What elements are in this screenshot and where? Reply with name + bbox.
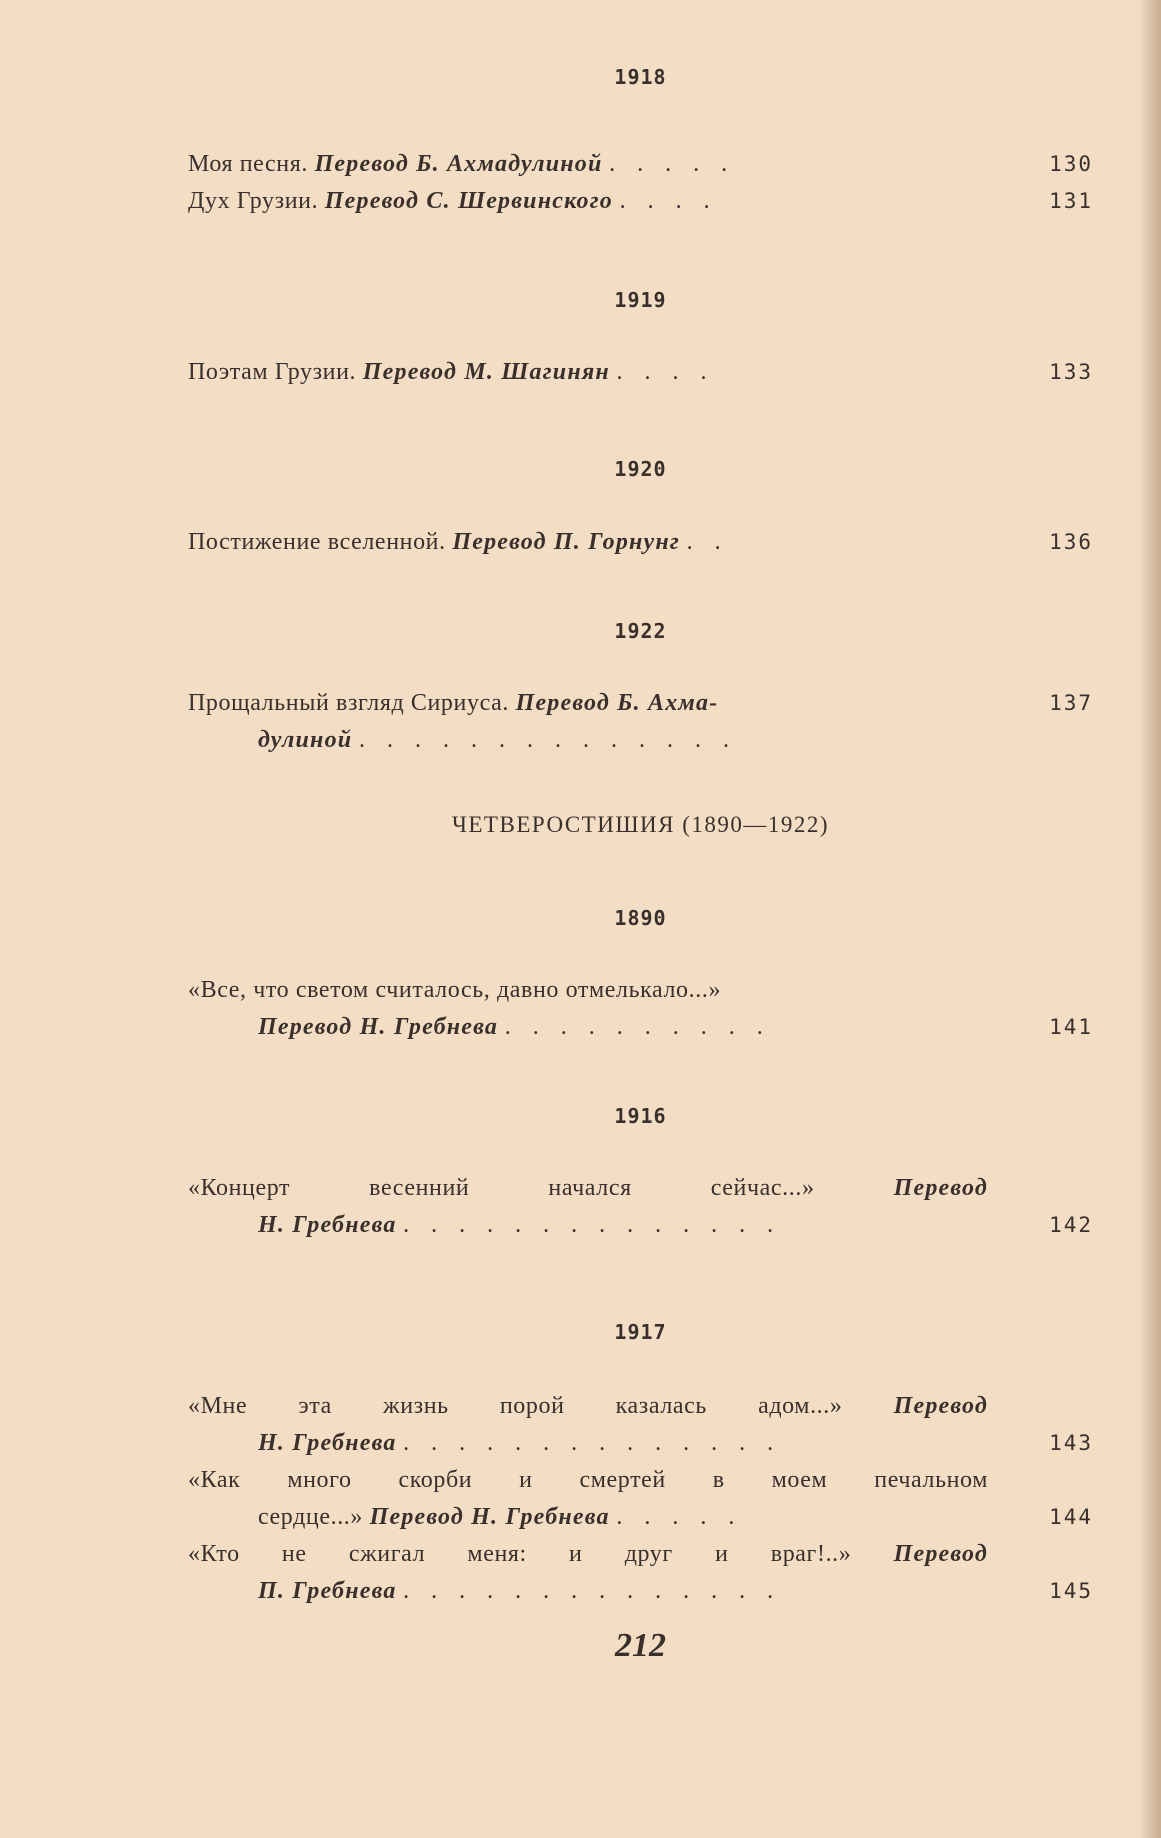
entry-translator: Н. Гребнева [258, 1430, 397, 1456]
entry-translator: Перевод Н. Гребнева [369, 1504, 610, 1530]
entry-leader: . . . . . [609, 151, 736, 177]
entry-title: «Как много скорби и смертей в моем печальном [188, 1467, 988, 1493]
toc-entry-continuation [188, 1499, 1093, 1535]
entry-page-number: 145 [1049, 1579, 1093, 1603]
entry-title: Прощальный взгляд Сириуса. [188, 690, 509, 716]
toc-entry-continuation [188, 1009, 1093, 1045]
entry-title: Постижение вселенной. [188, 529, 446, 555]
entry-text [188, 183, 998, 219]
entry-text [258, 1499, 998, 1535]
entry-translator: П. Гребнева [258, 1578, 397, 1604]
year-heading: 1917 [614, 1320, 667, 1344]
entry-text [258, 1207, 998, 1243]
entry-translator: Перевод [893, 1393, 988, 1419]
entry-leader: . . . . . . . . . . . . . . [403, 1578, 782, 1604]
toc-entry-continuation [188, 1573, 1093, 1609]
entry-translator: Перевод М. Шагинян [362, 359, 610, 385]
entry-leader: . . [686, 529, 729, 555]
entry-title: «Все, что светом считалось, давно отмелькало...» [188, 977, 722, 1003]
toc-entry [188, 183, 1093, 219]
toc-entry [188, 524, 1093, 560]
toc-entry-continuation [188, 1207, 1093, 1243]
entry-title: «Концерт весенний начался сейчас...» [188, 1175, 815, 1201]
year-heading: 1916 [614, 1104, 667, 1128]
toc-entry [188, 1462, 1093, 1498]
entry-title: Дух Грузии. [188, 188, 319, 214]
entry-title: «Кто не сжигал меня: и друг и враг!..» [188, 1541, 852, 1567]
page-edge-shadow [1139, 0, 1161, 1838]
entry-page-number: 142 [1049, 1213, 1093, 1237]
entry-text [258, 1425, 998, 1461]
toc-entry [188, 354, 1093, 390]
year-heading: 1918 [614, 65, 667, 89]
section-heading: ЧЕТВЕРОСТИШИЯ (1890—1922) [451, 812, 830, 837]
entry-page-number: 130 [1049, 152, 1093, 176]
entry-text [188, 354, 998, 390]
entry-page-number: 133 [1049, 360, 1093, 384]
entry-text [188, 146, 998, 182]
entry-page-number: 137 [1049, 691, 1093, 715]
entry-translator: Перевод Б. Ахмадулиной [314, 151, 603, 177]
table-of-contents [188, 0, 1093, 1838]
entry-title: Моя песня. [188, 151, 308, 177]
year-heading: 1920 [614, 457, 667, 481]
toc-entry [188, 1170, 1093, 1206]
entry-translator: Перевод [893, 1541, 988, 1567]
entry-page-number: 131 [1049, 189, 1093, 213]
entry-page-number: 136 [1049, 530, 1093, 554]
entry-title: Поэтам Грузии. [188, 359, 357, 385]
year-heading: 1919 [614, 288, 667, 312]
entry-leader: . . . . . . . . . . . . . . [403, 1430, 782, 1456]
entry-leader: . . . . [619, 188, 718, 214]
entry-text [188, 1388, 988, 1424]
entry-translator: Перевод П. Горнунг [452, 529, 680, 555]
toc-entry [188, 146, 1093, 182]
entry-page-number: 144 [1049, 1505, 1093, 1529]
entry-text [188, 1170, 988, 1206]
toc-entry-continuation [188, 1425, 1093, 1461]
entry-text [258, 722, 998, 758]
year-heading: 1922 [614, 619, 667, 643]
toc-entry [188, 972, 1093, 1008]
entry-translator: Перевод Н. Гребнева [258, 1014, 499, 1040]
entry-leader: . . . . . . . . . . [504, 1014, 771, 1040]
year-heading: 1890 [614, 906, 667, 930]
entry-translator: Перевод Б. Ахма- [515, 690, 719, 716]
entry-translator: дулиной [258, 727, 353, 753]
entry-title-continuation: сердце...» [258, 1504, 363, 1530]
toc-entry [188, 1536, 1093, 1572]
entry-translator: Н. Гребнева [258, 1212, 397, 1238]
toc-entry [188, 685, 1093, 721]
entry-text [258, 1573, 998, 1609]
entry-text [188, 524, 998, 560]
entry-page-number: 141 [1049, 1015, 1093, 1039]
entry-page-number: 143 [1049, 1431, 1093, 1455]
entry-leader: . . . . . . . . . . . . . . [358, 727, 737, 753]
entry-text [188, 972, 998, 1008]
toc-entry-continuation [188, 722, 1093, 758]
toc-entry [188, 1388, 1093, 1424]
entry-text [188, 685, 998, 721]
entry-leader: . . . . . [616, 1504, 743, 1530]
entry-leader: . . . . [616, 359, 715, 385]
entry-title: «Мне эта жизнь порой казалась адом...» [188, 1393, 843, 1419]
entry-text [258, 1009, 998, 1045]
entry-text [188, 1462, 988, 1498]
page-number: 212 [615, 1627, 666, 1664]
entry-translator: Перевод С. Шервинского [324, 188, 614, 214]
entry-text [188, 1536, 988, 1572]
entry-leader: . . . . . . . . . . . . . . [403, 1212, 782, 1238]
entry-translator: Перевод [893, 1175, 988, 1201]
